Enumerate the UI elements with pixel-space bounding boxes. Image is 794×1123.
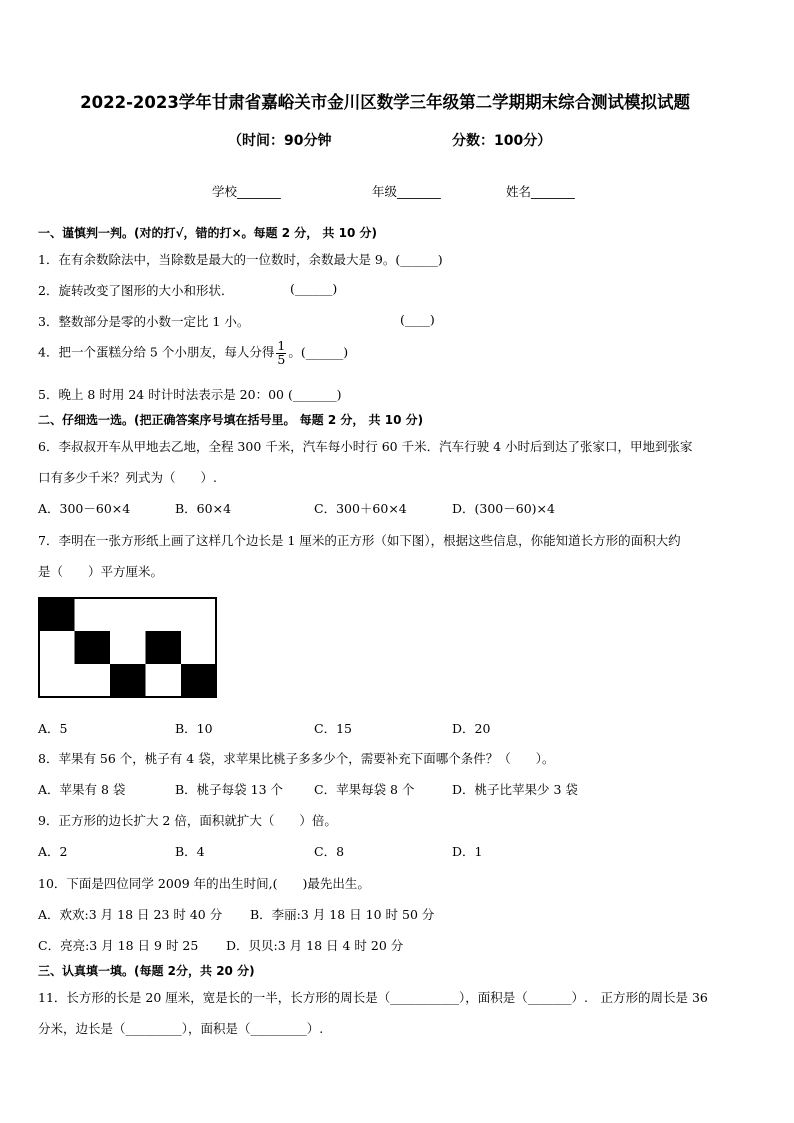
- grade-field: 年级_______: [372, 184, 441, 199]
- question-6-option-c: C．300＋60×4: [314, 501, 407, 516]
- question-8: 8．苹果有 56 个，桃子有 4 袋，求苹果比桃子多多少个，需要补充下面哪个条件？（ ）。: [38, 751, 555, 766]
- exam-score: 分数：100分）: [452, 133, 552, 149]
- question-7-option-d: D．20: [452, 721, 491, 736]
- question-4-blank: 。(______): [288, 344, 349, 360]
- question-10-option-b: B．李丽:3 月 18 日 10 时 50 分: [250, 907, 435, 922]
- exam-time: （时间：90分钟: [228, 133, 332, 149]
- question-8-option-c: C．苹果每袋 8 个: [314, 782, 415, 797]
- question-11-line-1: 11．长方形的长是 20 厘米，宽是长的一半，长方形的周长是（___________），面积是（_______）. 正方形的周长是 36: [38, 990, 708, 1005]
- unit-square: [110, 664, 146, 697]
- question-7-option-c: C．15: [314, 721, 352, 736]
- question-6-option-b: B．60×4: [175, 501, 232, 516]
- question-6-option-d: D．(300－60)×4: [452, 501, 555, 516]
- question-6-option-a: A．300－60×4: [38, 501, 131, 516]
- question-11-line-2: 分米，边长是（_________），面积是（_________）.: [38, 1021, 324, 1036]
- question-8-option-a: A．苹果有 8 袋: [38, 782, 126, 797]
- question-3-blank: (____): [400, 312, 435, 327]
- question-3: 3．整数部分是零的小数一定比 1 小。: [38, 314, 250, 329]
- question-9-option-a: A．2: [38, 844, 68, 859]
- question-7-option-b: B．10: [175, 721, 213, 736]
- question-9-option-b: B．4: [175, 844, 205, 859]
- question-9-option-d: D．1: [452, 844, 483, 859]
- question-7-line-1: 7．李明在一张方形纸上画了这样几个边长是 1 厘米的正方形（如下图），根据这些信息，你能知道长方形的面积大约: [38, 533, 681, 548]
- question-4: [38, 340, 348, 366]
- question-9: 9．正方形的边长扩大 2 倍，面积就扩大（ ）倍。: [38, 813, 337, 828]
- unit-square: [146, 631, 182, 664]
- unit-square: [39, 598, 75, 631]
- fraction-one-fifth: [276, 340, 286, 366]
- question-8-option-d: D．桃子比苹果少 3 袋: [452, 782, 578, 797]
- question-10: 10．下面是四位同学 2009 年的出生时间,( )最先出生。: [38, 876, 370, 891]
- question-9-option-c: C．8: [314, 844, 345, 859]
- fraction-denominator: 5: [277, 351, 286, 367]
- section-1-heading: 一、谨慎判一判。(对的打√，错的打×。每题 2 分， 共 10 分): [38, 226, 377, 240]
- question-6-line-1: 6．李叔叔开车从甲地去乙地，全程 300 千米，汽车每小时行 60 千米．汽车行驶 4 小时后到达了张家口，甲地到张家: [38, 439, 693, 454]
- fraction-numerator: 1: [277, 338, 286, 353]
- question-10-option-a: A．欢欢:3 月 18 日 23 时 40 分: [38, 907, 223, 922]
- question-2: 2．旋转改变了图形的大小和形状．: [38, 283, 234, 298]
- question-10-option-c: C．亮亮:3 月 18 日 9 时 25: [38, 938, 199, 953]
- page-title: 2022-2023学年甘肃省嘉峪关市金川区数学三年级第二学期期末综合测试模拟试题: [80, 93, 691, 113]
- question-8-option-b: B．桃子每袋 13 个: [175, 782, 284, 797]
- question-7-line-2: 是（ ）平方厘米。: [38, 564, 164, 579]
- section-3-heading: 三、认真填一填。(每题 2分，共 20 分): [38, 964, 255, 978]
- question-2-blank: (______): [290, 281, 338, 296]
- question-7-option-a: A．5: [38, 721, 68, 736]
- question-6-line-2: 口有多少千米？列式为（ ）.: [38, 470, 217, 485]
- question-1: 1．在有余数除法中，当除数是最大的一位数时，余数最大是 9。(______): [38, 252, 443, 267]
- unit-square: [75, 631, 111, 664]
- school-field: 学校_______: [212, 184, 281, 199]
- section-2-heading: 二、仔细选一选。(把正确答案序号填在括号里。 每题 2 分， 共 10 分): [38, 413, 424, 427]
- name-field: 姓名_______: [506, 184, 575, 199]
- rectangle-squares-figure: [38, 597, 218, 699]
- question-4-text: 4．把一个蛋糕分给 5 个小朋友，每人分得: [38, 344, 275, 360]
- question-5: 5．晚上 8 时用 24 时计时法表示是 20：00 (_______): [38, 387, 342, 402]
- unit-square: [181, 664, 217, 697]
- question-10-option-d: D．贝贝:3 月 18 日 4 时 20 分: [226, 938, 404, 953]
